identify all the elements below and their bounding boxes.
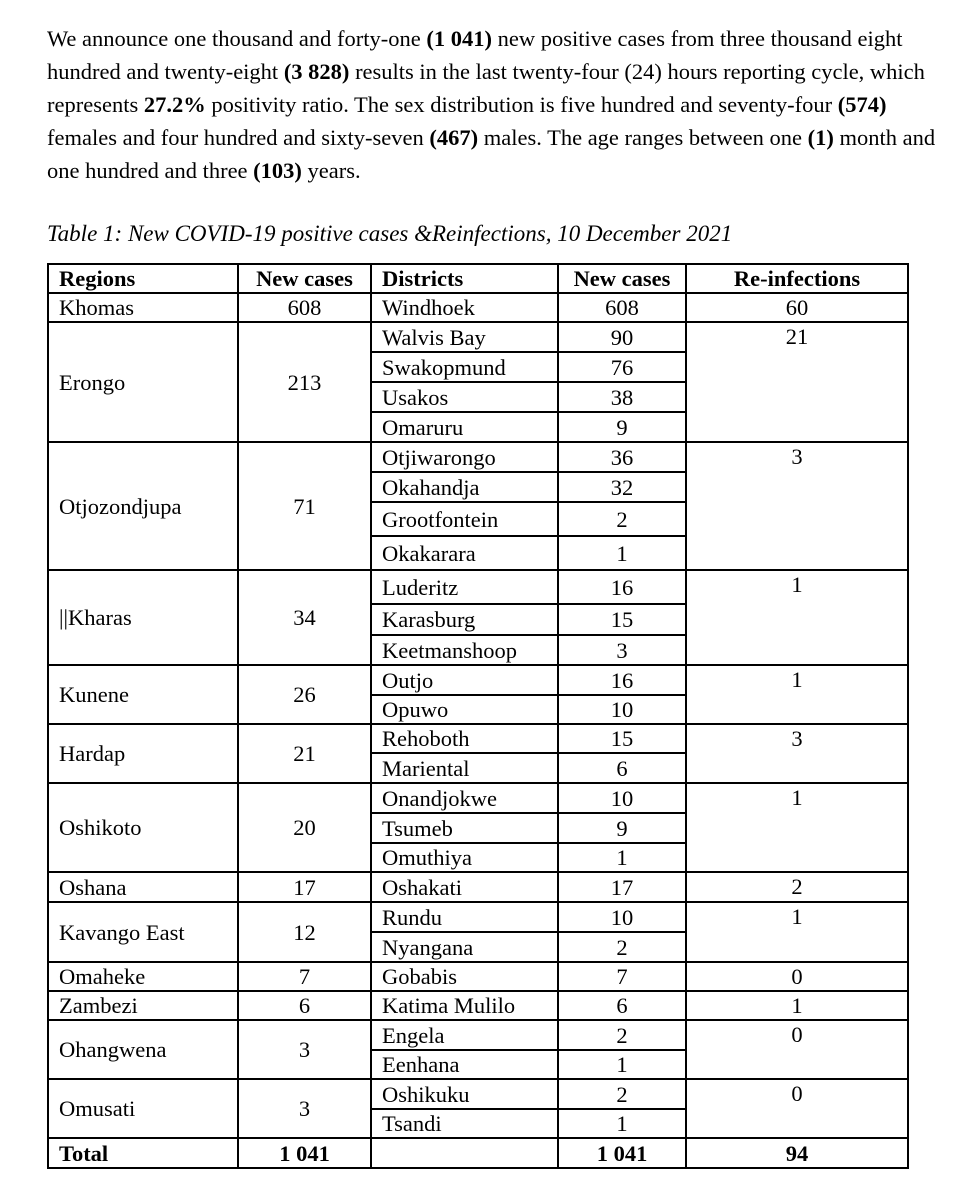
- region-name-cell: Zambezi: [48, 991, 238, 1020]
- header-reinfections: Re-infections: [686, 264, 908, 293]
- district-name-cell: Gobabis: [371, 962, 558, 991]
- district-new-cases-cell: 10: [558, 695, 686, 724]
- district-name-cell: Rundu: [371, 902, 558, 932]
- region-new-cases-cell: 3: [238, 1020, 371, 1079]
- district-name-cell: Engela: [371, 1020, 558, 1050]
- region-new-cases-cell: 20: [238, 783, 371, 872]
- region-new-cases-cell: 21: [238, 724, 371, 783]
- intro-bold: 27.2%: [143, 92, 206, 117]
- region-new-cases-cell: 6: [238, 991, 371, 1020]
- table-row: [48, 991, 908, 1020]
- district-name-cell: Walvis Bay: [371, 322, 558, 352]
- header-regions: Regions: [48, 264, 238, 293]
- intro-text: years.: [301, 158, 361, 183]
- reinfections-cell: 1: [686, 665, 908, 724]
- intro-bold: (467): [429, 125, 479, 150]
- region-name-cell: ||Kharas: [48, 570, 238, 665]
- district-name-cell: Grootfontein: [371, 502, 558, 536]
- cases-table: [47, 263, 909, 1169]
- total-label-cell: Total: [48, 1138, 238, 1168]
- district-name-cell: Swakopmund: [371, 352, 558, 382]
- district-name-cell: Katima Mulilo: [371, 991, 558, 1020]
- district-name-cell: Oshikuku: [371, 1079, 558, 1109]
- reinfections-cell: 0: [686, 1079, 908, 1138]
- intro-text: month and one hundred and three: [47, 125, 936, 183]
- region-name-cell: Ohangwena: [48, 1020, 238, 1079]
- reinfections-cell: 1: [686, 902, 908, 962]
- district-new-cases-cell: 9: [558, 412, 686, 442]
- table-row: [48, 1020, 908, 1050]
- intro-bold: (3 828): [283, 59, 350, 84]
- reinfections-cell: 1: [686, 991, 908, 1020]
- district-new-cases-cell: 15: [558, 724, 686, 753]
- district-new-cases-cell: 1: [558, 536, 686, 570]
- total-row: [48, 1138, 908, 1168]
- table-row: [48, 902, 908, 932]
- district-name-cell: Usakos: [371, 382, 558, 412]
- region-name-cell: Erongo: [48, 322, 238, 442]
- reinfections-cell: 1: [686, 570, 908, 665]
- district-new-cases-cell: 10: [558, 783, 686, 813]
- district-name-cell: Luderitz: [371, 570, 558, 604]
- region-new-cases-cell: 213: [238, 322, 371, 442]
- district-name-cell: Eenhana: [371, 1050, 558, 1079]
- district-name-cell: Okakarara: [371, 536, 558, 570]
- district-new-cases-cell: 38: [558, 382, 686, 412]
- district-name-cell: Otjiwarongo: [371, 442, 558, 472]
- total-reinfections-cell: 94: [686, 1138, 908, 1168]
- district-new-cases-cell: 16: [558, 665, 686, 695]
- district-name-cell: Omuthiya: [371, 843, 558, 872]
- region-new-cases-cell: 3: [238, 1079, 371, 1138]
- district-name-cell: Outjo: [371, 665, 558, 695]
- intro-text: males. The age ranges between one: [478, 125, 808, 150]
- region-new-cases-cell: 608: [238, 293, 371, 322]
- header-district-new-cases: New cases: [558, 264, 686, 293]
- intro-text: new positive cases from three thousand eight hundred and twenty-eight: [47, 26, 903, 84]
- reinfections-cell: 60: [686, 293, 908, 322]
- reinfections-cell: 1: [686, 783, 908, 872]
- district-new-cases-cell: 7: [558, 962, 686, 991]
- district-new-cases-cell: 10: [558, 902, 686, 932]
- region-new-cases-cell: 26: [238, 665, 371, 724]
- district-name-cell: Karasburg: [371, 604, 558, 635]
- region-name-cell: Oshikoto: [48, 783, 238, 872]
- table-row: [48, 570, 908, 604]
- region-name-cell: Otjozondjupa: [48, 442, 238, 570]
- intro-bold: (103): [253, 158, 302, 183]
- header-region-new-cases: New cases: [238, 264, 371, 293]
- intro-text: females and four hundred and sixty-seven: [47, 125, 430, 150]
- total-districts-empty-cell: [371, 1138, 558, 1168]
- district-new-cases-cell: 90: [558, 322, 686, 352]
- district-name-cell: Keetmanshoop: [371, 635, 558, 665]
- district-new-cases-cell: 1: [558, 843, 686, 872]
- region-new-cases-cell: 17: [238, 872, 371, 902]
- intro-paragraph: [47, 22, 942, 187]
- region-new-cases-cell: 7: [238, 962, 371, 991]
- table-row: [48, 442, 908, 472]
- district-new-cases-cell: 9: [558, 813, 686, 843]
- district-name-cell: Rehoboth: [371, 724, 558, 753]
- region-new-cases-cell: 34: [238, 570, 371, 665]
- region-name-cell: Hardap: [48, 724, 238, 783]
- table-row: [48, 665, 908, 695]
- reinfections-cell: 2: [686, 872, 908, 902]
- intro-text: We announce one thousand and forty-one: [47, 26, 427, 51]
- intro-bold: (574): [837, 92, 887, 117]
- reinfections-cell: 21: [686, 322, 908, 442]
- district-name-cell: Tsumeb: [371, 813, 558, 843]
- district-name-cell: Opuwo: [371, 695, 558, 724]
- region-name-cell: Omusati: [48, 1079, 238, 1138]
- reinfections-cell: 3: [686, 442, 908, 570]
- district-new-cases-cell: 2: [558, 1079, 686, 1109]
- district-new-cases-cell: 15: [558, 604, 686, 635]
- intro-bold: (1): [807, 125, 834, 150]
- table-row: [48, 1079, 908, 1109]
- intro-text: positivity ratio. The sex distribution is five hundred and seventy-four: [205, 92, 838, 117]
- district-name-cell: Onandjokwe: [371, 783, 558, 813]
- region-name-cell: Oshana: [48, 872, 238, 902]
- region-name-cell: Khomas: [48, 293, 238, 322]
- table-row: [48, 293, 908, 322]
- district-name-cell: Mariental: [371, 753, 558, 783]
- district-new-cases-cell: 2: [558, 932, 686, 962]
- region-name-cell: Kunene: [48, 665, 238, 724]
- district-new-cases-cell: 3: [558, 635, 686, 665]
- district-new-cases-cell: 32: [558, 472, 686, 502]
- district-new-cases-cell: 6: [558, 991, 686, 1020]
- table-row: [48, 783, 908, 813]
- district-name-cell: Okahandja: [371, 472, 558, 502]
- intro-bold: (1 041): [426, 26, 492, 51]
- district-new-cases-cell: 36: [558, 442, 686, 472]
- district-name-cell: Tsandi: [371, 1109, 558, 1138]
- reinfections-cell: 3: [686, 724, 908, 783]
- table-row: [48, 872, 908, 902]
- intro-text: results in the last twenty-four (24) hours reporting cycle, which represents: [47, 59, 925, 117]
- table-row: [48, 962, 908, 991]
- table-row: [48, 724, 908, 753]
- district-new-cases-cell: 1: [558, 1109, 686, 1138]
- district-name-cell: Omaruru: [371, 412, 558, 442]
- table-header-row: [48, 264, 908, 293]
- district-name-cell: Windhoek: [371, 293, 558, 322]
- total-region-cases-cell: 1 041: [238, 1138, 371, 1168]
- region-name-cell: Omaheke: [48, 962, 238, 991]
- district-name-cell: Nyangana: [371, 932, 558, 962]
- table-row: [48, 322, 908, 352]
- region-new-cases-cell: 71: [238, 442, 371, 570]
- district-new-cases-cell: 1: [558, 1050, 686, 1079]
- header-districts: Districts: [371, 264, 558, 293]
- district-name-cell: Oshakati: [371, 872, 558, 902]
- district-new-cases-cell: 76: [558, 352, 686, 382]
- reinfections-cell: 0: [686, 962, 908, 991]
- district-new-cases-cell: 17: [558, 872, 686, 902]
- reinfections-cell: 0: [686, 1020, 908, 1079]
- district-new-cases-cell: 608: [558, 293, 686, 322]
- district-new-cases-cell: 6: [558, 753, 686, 783]
- district-new-cases-cell: 2: [558, 502, 686, 536]
- table-caption: Table 1: New COVID-19 positive cases &Reinfections, 10 December 2021: [47, 221, 733, 246]
- district-new-cases-cell: 16: [558, 570, 686, 604]
- district-new-cases-cell: 2: [558, 1020, 686, 1050]
- total-district-cases-cell: 1 041: [558, 1138, 686, 1168]
- region-name-cell: Kavango East: [48, 902, 238, 962]
- region-new-cases-cell: 12: [238, 902, 371, 962]
